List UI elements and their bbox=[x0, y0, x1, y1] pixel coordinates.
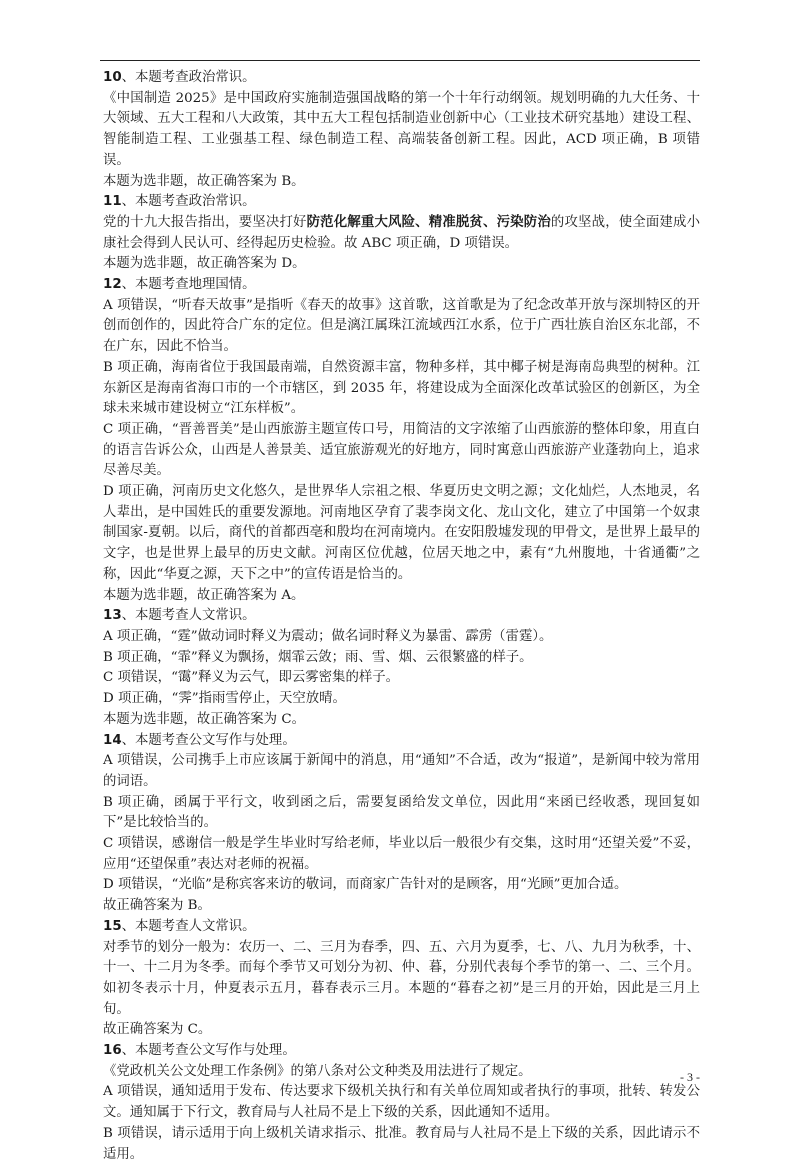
question-13-answer: 本题为选非题，故正确答案为 C。 bbox=[103, 711, 305, 727]
page-number: - 3 - bbox=[680, 1070, 700, 1084]
question-12-answer: 本题为选非题，故正确答案为 A。 bbox=[103, 587, 305, 603]
question-15-heading: 15、本题考查人文常识。 bbox=[103, 918, 256, 934]
question-15-answer: 故正确答案为 C。 bbox=[103, 1022, 212, 1038]
question-14-option-c: C 项错误，感谢信一般是学生毕业时写给老师，毕业以后一般很少有交集，这时用“还望关爱”不妥，应用“还望保重”表达对老师的祝福。 bbox=[103, 836, 700, 872]
question-16-option-a: A 项错误，通知适用于发布、传达要求下级机关执行和有关单位周知或者执行的事项，批转、转发公文。通知属于下行文，教育局与人社局不是上下级的关系，因此通知不适用。 bbox=[103, 1084, 700, 1121]
question-10-heading: 10、本题考查政治常识。 bbox=[103, 70, 256, 85]
question-14-heading: 14、本题考查公文写作与处理。 bbox=[103, 732, 296, 748]
question-16-heading: 16、本题考查公文写作与处理。 bbox=[103, 1043, 296, 1059]
question-12-option-d: D 项正确，河南历史文化悠久，是世界华人宗祖之根、华夏历史文明之源；文化灿烂，人杰地灵，名人辈出，是中国姓氏的重要发源地。河南地区孕育了裴李岗文化、龙山文化，建立了中国第一个奴隶制国家-夏朝。以后，商代的首都西亳和殷均在河南境内。在安阳殷墟发现的甲骨文，是世界上最早的文字，也是世界上最早的历史文献。河南区位优越，位居天地之中，素有“九州腹地，十省通衢”之称，因此“华夏之源，天下之中”的宣传语是恰当的。 bbox=[103, 484, 700, 582]
question-14-answer: 故正确答案为 B。 bbox=[103, 898, 211, 914]
answer-explanations bbox=[103, 68, 700, 1165]
header-rule bbox=[100, 60, 700, 61]
question-13-option-b: B 项正确，“霏”释义为飘扬，烟霏云敛；雨、雪、烟、云很繁盛的样子。 bbox=[103, 649, 533, 665]
question-10-explanation: 《中国制造 2025》是中国政府实施制造强国战略的第一个十年行动纲领。规划明确的九大任务、十大领域、五大工程和八大政策，其中五大工程包括制造业创新中心（工业技术研究基地）建设工程、智能制造工程、工业强基工程、绿色制造工程、高端装备创新工程。因此，ACD 项正确，B 项错误。 bbox=[103, 90, 700, 168]
question-11-emphasis: 防范化解重大风险、精准脱贫、污染防治 bbox=[306, 214, 551, 230]
question-13-heading: 13、本题考查人文常识。 bbox=[103, 608, 256, 624]
question-11-heading: 11、本题考查政治常识。 bbox=[103, 194, 256, 210]
question-15-explanation: 对季节的划分一般为：农历一、二、三月为春季，四、五、六月为夏季，七、八、九月为秋季，十、十一、十二月为冬季。而每个季节又可划分为初、仲、暮，分别代表每个季节的第一、二、三个月。如初冬表示十月，仲夏表示五月，暮春表示三月。本题的“暮春之初”是三月的开始，因此是三月上旬。 bbox=[103, 939, 700, 1017]
question-12-heading: 12、本题考查地理国情。 bbox=[103, 277, 256, 293]
question-12-option-b: B 项正确，海南省位于我国最南端，自然资源丰富，物种多样，其中椰子树是海南岛典型的树种。江东新区是海南省海口市的一个市辖区，到 2035 年，将建设成为全面深化改革试验区的创新区，为全球未来城市建设树立“江东样板”。 bbox=[103, 359, 700, 417]
question-14-option-b: B 项正确，函属于平行文，收到函之后，需要复函给发文单位，因此用“来函已经收悉，现回复如下”是比较恰当的。 bbox=[103, 794, 700, 831]
question-12-option-c: C 项正确，“晋善晋美”是山西旅游主题宣传口号，用简洁的文字浓缩了山西旅游的整体印象，用直白的语言告诉公众，山西是人善景美、适宜旅游观光的好地方，同时寓意山西旅游产业蓬勃向上，追求尽善尽美。 bbox=[103, 421, 700, 479]
question-14-option-a: A 项错误，公司携手上市应该属于新闻中的消息，用“通知”不合适，改为“报道”，是新闻中较为常用的词语。 bbox=[103, 753, 700, 789]
question-16-option-b: B 项错误，请示适用于向上级机关请求指示、批准。教育局与人社局不是上下级的关系，因此请示不适用。 bbox=[103, 1125, 700, 1162]
question-13-option-a: A 项正确，“霆”做动词时释义为震动；做名词时释义为暴雷、霹雳（雷霆）。 bbox=[103, 628, 553, 644]
question-10-answer: 本题为选非题，故正确答案为 B。 bbox=[103, 173, 305, 189]
question-16-intro: 《党政机关公文处理工作条例》的第八条对公文种类及用法进行了规定。 bbox=[103, 1063, 532, 1079]
question-13-option-d: D 项正确，“霁”指雨雪停止，天空放晴。 bbox=[103, 691, 346, 707]
question-12-option-a: A 项错误，“听春天故事”是指听《春天的故事》这首歌，这首歌是为了纪念改革开放与深圳特区的开创而创作的，因此符合广东的定位。但是漓江属珠江流域西江水系，位于广西壮族自治区东北部，不在广东，因此不恰当。 bbox=[103, 297, 700, 355]
question-11-explanation: 党的十九大报告指出，要坚决打好防范化解重大风险、精准脱贫、污染防治的攻坚战，使全面建成小康社会得到人民认可、经得起历史检验。故 ABC 项正确，D 项错误。 bbox=[103, 214, 701, 251]
question-14-option-d: D 项错误，“光临”是称宾客来访的敬词，而商家广告针对的是顾客，用“光顾”更加合适。 bbox=[103, 877, 628, 893]
question-13-option-c: C 项错误，“霭”释义为云气，即云雾密集的样子。 bbox=[103, 670, 400, 686]
question-11-answer: 本题为选非题，故正确答案为 D。 bbox=[103, 256, 306, 272]
